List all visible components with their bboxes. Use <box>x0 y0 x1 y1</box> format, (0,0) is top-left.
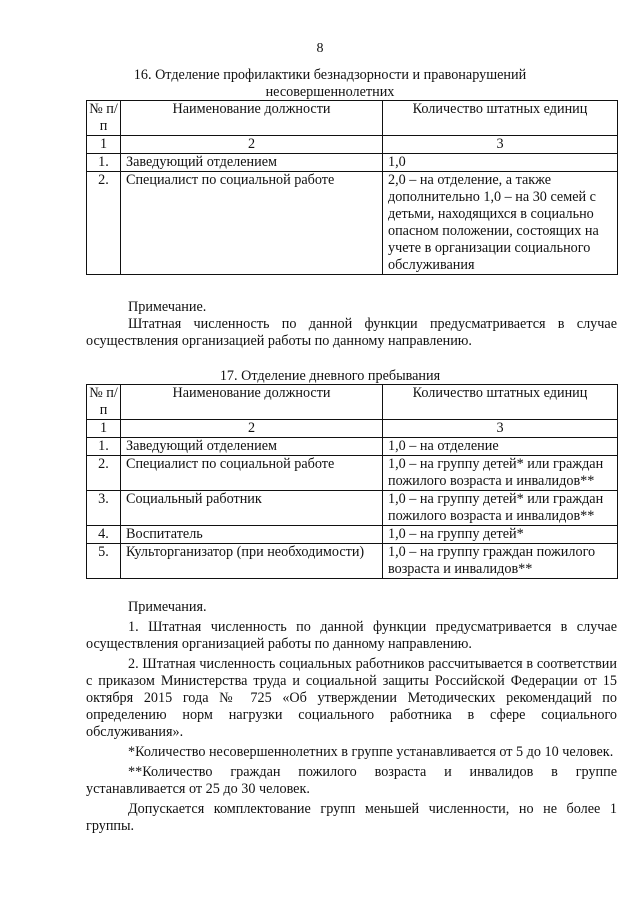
row-count: 1,0 – на группу граждан пожилого возраста и инвалидов** <box>383 544 618 579</box>
note-item: Допускается комплектование групп меньшей численности, но не более 1 группы. <box>86 801 617 834</box>
table-row <box>87 544 618 579</box>
header-number: № п/п <box>87 101 121 136</box>
header-count: Количество штатных единиц <box>383 385 618 420</box>
index-cell: 3 <box>383 136 618 154</box>
table-row <box>87 526 618 544</box>
row-number: 2. <box>87 456 121 491</box>
section-16-note <box>86 299 617 350</box>
row-position: Воспитатель <box>121 526 383 544</box>
section-17-title: 17. Отделение дневного пребывания <box>219 368 441 384</box>
row-position: Заведующий отделением <box>121 438 383 456</box>
row-number: 4. <box>87 526 121 544</box>
row-number: 1. <box>87 154 121 172</box>
table-row <box>87 438 618 456</box>
row-position: Культорганизатор (при необходимости) <box>121 544 383 579</box>
row-count: 1,0 – на отделение <box>383 438 618 456</box>
index-cell: 2 <box>121 420 383 438</box>
row-number: 5. <box>87 544 121 579</box>
table-index-row <box>87 136 618 154</box>
note-text: Штатная численность по данной функции предусматривается в случае осуществления организацией работы по данному направлению. <box>86 316 617 349</box>
row-count: 1,0 – на группу детей* или граждан пожилого возраста и инвалидов** <box>383 456 618 491</box>
note-item: **Количество граждан пожилого возраста и инвалидов в группе устанавливается от 25 до 30 человек. <box>86 764 617 797</box>
row-count: 1,0 <box>383 154 618 172</box>
index-cell: 3 <box>383 420 618 438</box>
index-cell: 1 <box>87 136 121 154</box>
index-cell: 1 <box>87 420 121 438</box>
section-16-title: 16. Отделение профилактики безнадзорности и правонарушений несовершеннолетних <box>133 67 527 100</box>
table-row <box>87 491 618 526</box>
header-position: Наименование должности <box>121 385 383 420</box>
note-item: 1. Штатная численность по данной функции предусматривается в случае осуществления организацией работы по данному направлению. <box>86 619 617 652</box>
header-position: Наименование должности <box>121 101 383 136</box>
row-count: 1,0 – на группу детей* <box>383 526 618 544</box>
row-number: 1. <box>87 438 121 456</box>
row-position: Социальный работник <box>121 491 383 526</box>
section-17-notes <box>86 599 617 835</box>
index-cell: 2 <box>121 136 383 154</box>
page-number: 8 <box>316 41 324 56</box>
row-position: Специалист по социальной работе <box>121 456 383 491</box>
table-row <box>87 154 618 172</box>
table-row <box>87 172 618 275</box>
note-item: *Количество несовершеннолетних в группе устанавливается от 5 до 10 человек. <box>128 744 614 760</box>
table-row <box>87 456 618 491</box>
row-count: 1,0 – на группу детей* или граждан пожилого возраста и инвалидов** <box>383 491 618 526</box>
note-item: 2. Штатная численность социальных работников рассчитывается в соответствии с приказом Министерства труда и социальной защиты Российской Федерации от 15 октября 2015 года № 725 «Об утверждении Методических рекомендаций по определению норм нагрузки социального работника в сфере социального обслуживания». <box>86 656 617 740</box>
note-title: Примечание. <box>128 299 207 315</box>
row-number: 2. <box>87 172 121 275</box>
header-number: № п/п <box>87 385 121 420</box>
row-position: Специалист по социальной работе <box>121 172 383 275</box>
table-index-row <box>87 420 618 438</box>
notes-title: Примечания. <box>128 599 207 615</box>
table-header-row <box>87 101 618 136</box>
row-count: 2,0 – на отделение, а также дополнительно 1,0 – на 30 семей с детьми, находящихся в социально опасном положении, состоящих на учете в организации социального обслуживания <box>383 172 618 275</box>
row-number: 3. <box>87 491 121 526</box>
row-position: Заведующий отделением <box>121 154 383 172</box>
header-count: Количество штатных единиц <box>383 101 618 136</box>
section-16-table <box>86 100 618 275</box>
section-17-table <box>86 384 618 579</box>
table-header-row <box>87 385 618 420</box>
